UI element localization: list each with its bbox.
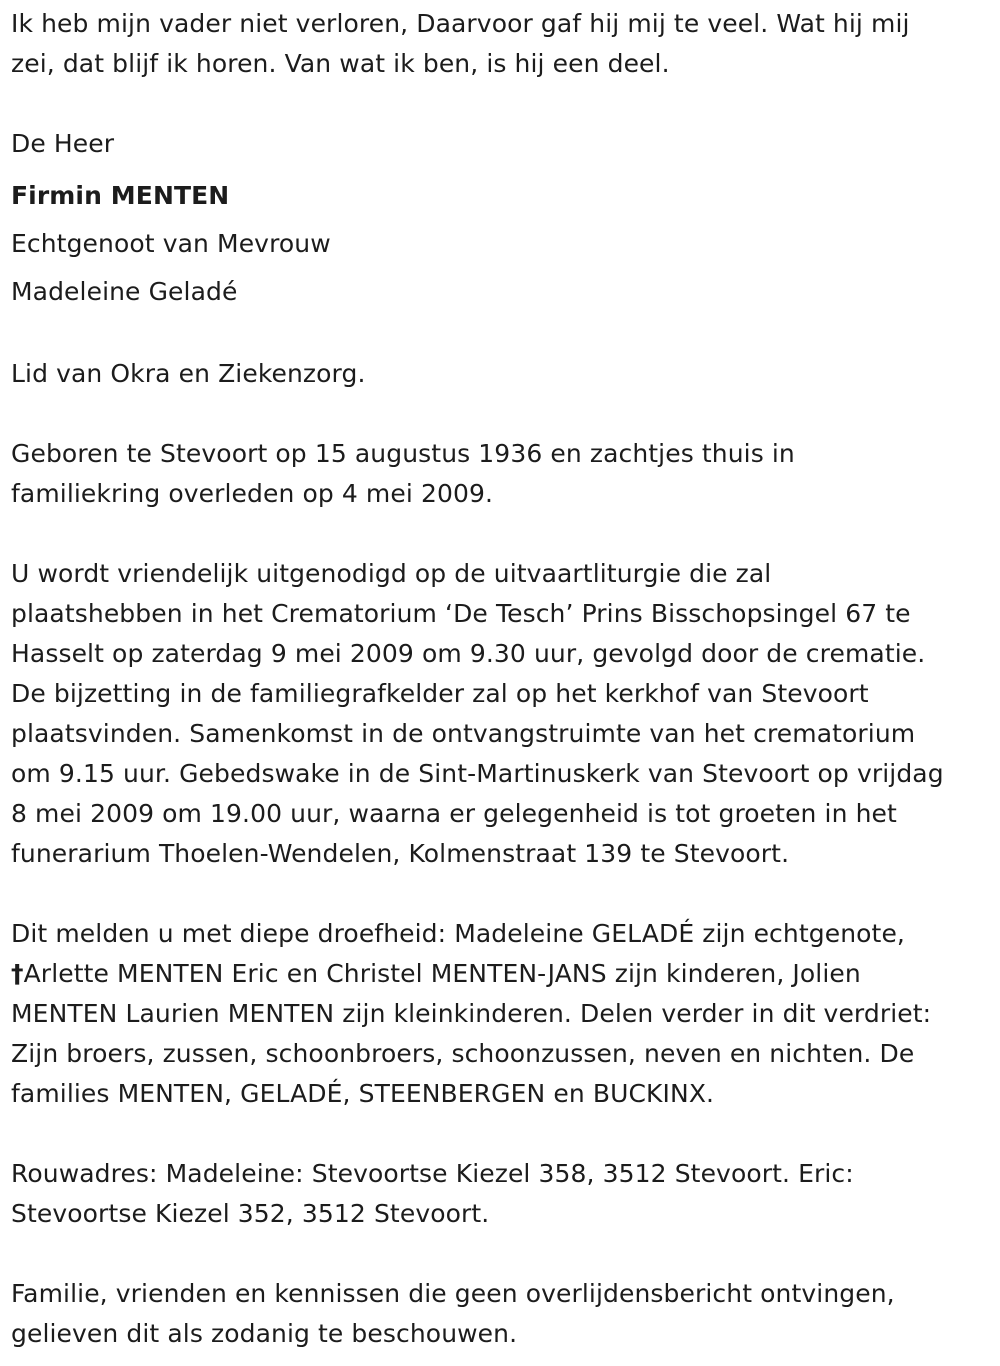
honorific: De Heer <box>11 129 115 158</box>
invitation-line: U wordt vriendelijk uitgenodigd op de uitvaartliturgie die zal <box>11 559 772 588</box>
family-line: Zijn broers, zussen, schoonbroers, schoonzussen, neven en nichten. De <box>11 1039 915 1068</box>
family-announcement <box>11 914 990 1114</box>
poem <box>11 4 990 84</box>
family-line <box>11 954 990 994</box>
birth-death-line: Geboren te Stevoort op 15 augustus 1936 en zachtjes thuis in <box>11 439 795 468</box>
family-line: MENTEN Laurien MENTEN zijn kleinkinderen. Delen verder in dit verdriet: <box>11 999 932 1028</box>
invitation-line: Hasselt op zaterdag 9 mei 2009 om 9.30 uur, gevolgd door de crematie. <box>11 639 926 668</box>
spouse-name: Madeleine Geladé <box>11 277 238 306</box>
poem-line: Ik heb mijn vader niet verloren, Daarvoor gaf hij mij te veel. Wat hij mij <box>11 9 910 38</box>
closing-note <box>11 1274 990 1354</box>
invitation-line: funerarium Thoelen-Wendelen, Kolmenstraat 139 te Stevoort. <box>11 839 790 868</box>
invitation <box>11 554 990 874</box>
membership-line: Lid van Okra en Ziekenzorg. <box>11 359 366 388</box>
invitation-line: De bijzetting in de familiegrafkelder zal op het kerkhof van Stevoort <box>11 679 869 708</box>
invitation-line: 8 mei 2009 om 19.00 uur, waarna er gelegenheid is tot groeten in het <box>11 799 897 828</box>
invitation-line: om 9.15 uur. Gebedswake in de Sint-Martinuskerk van Stevoort op vrijdag <box>11 759 944 788</box>
closing-line: Familie, vrienden en kennissen die geen overlijdensbericht ontvingen, <box>11 1279 895 1308</box>
poem-line: zei, dat blijf ik horen. Van wat ik ben, is hij een deel. <box>11 49 670 78</box>
address-line: Stevoortse Kiezel 352, 3512 Stevoort. <box>11 1199 490 1228</box>
mourning-address <box>11 1154 990 1234</box>
birth-death-line: familiekring overleden op 4 mei 2009. <box>11 479 494 508</box>
relation-text: Echtgenoot van Mevrouw <box>11 229 331 258</box>
family-line: families MENTEN, GELADÉ, STEENBERGEN en BUCKINX. <box>11 1079 715 1108</box>
deceased-block <box>11 124 990 316</box>
family-line-text: Arlette MENTEN Eric en Christel MENTEN-JANS zijn kinderen, Jolien <box>23 959 861 988</box>
family-line: Dit melden u met diepe droefheid: Madeleine GELADÉ zijn echtgenote, <box>11 919 905 948</box>
invitation-line: plaatsvinden. Samenkomst in de ontvangstruimte van het crematorium <box>11 719 916 748</box>
address-line: Rouwadres: Madeleine: Stevoortse Kiezel 358, 3512 Stevoort. Eric: <box>11 1159 854 1188</box>
cross-icon: † <box>11 959 24 988</box>
membership <box>11 354 990 394</box>
invitation-line: plaatshebben in het Crematorium ‘De Tesch’ Prins Bisschopsingel 67 te <box>11 599 911 628</box>
birth-death <box>11 434 990 514</box>
deceased-name: Firmin MENTEN <box>11 181 230 210</box>
closing-line: gelieven dit als zodanig te beschouwen. <box>11 1319 518 1348</box>
